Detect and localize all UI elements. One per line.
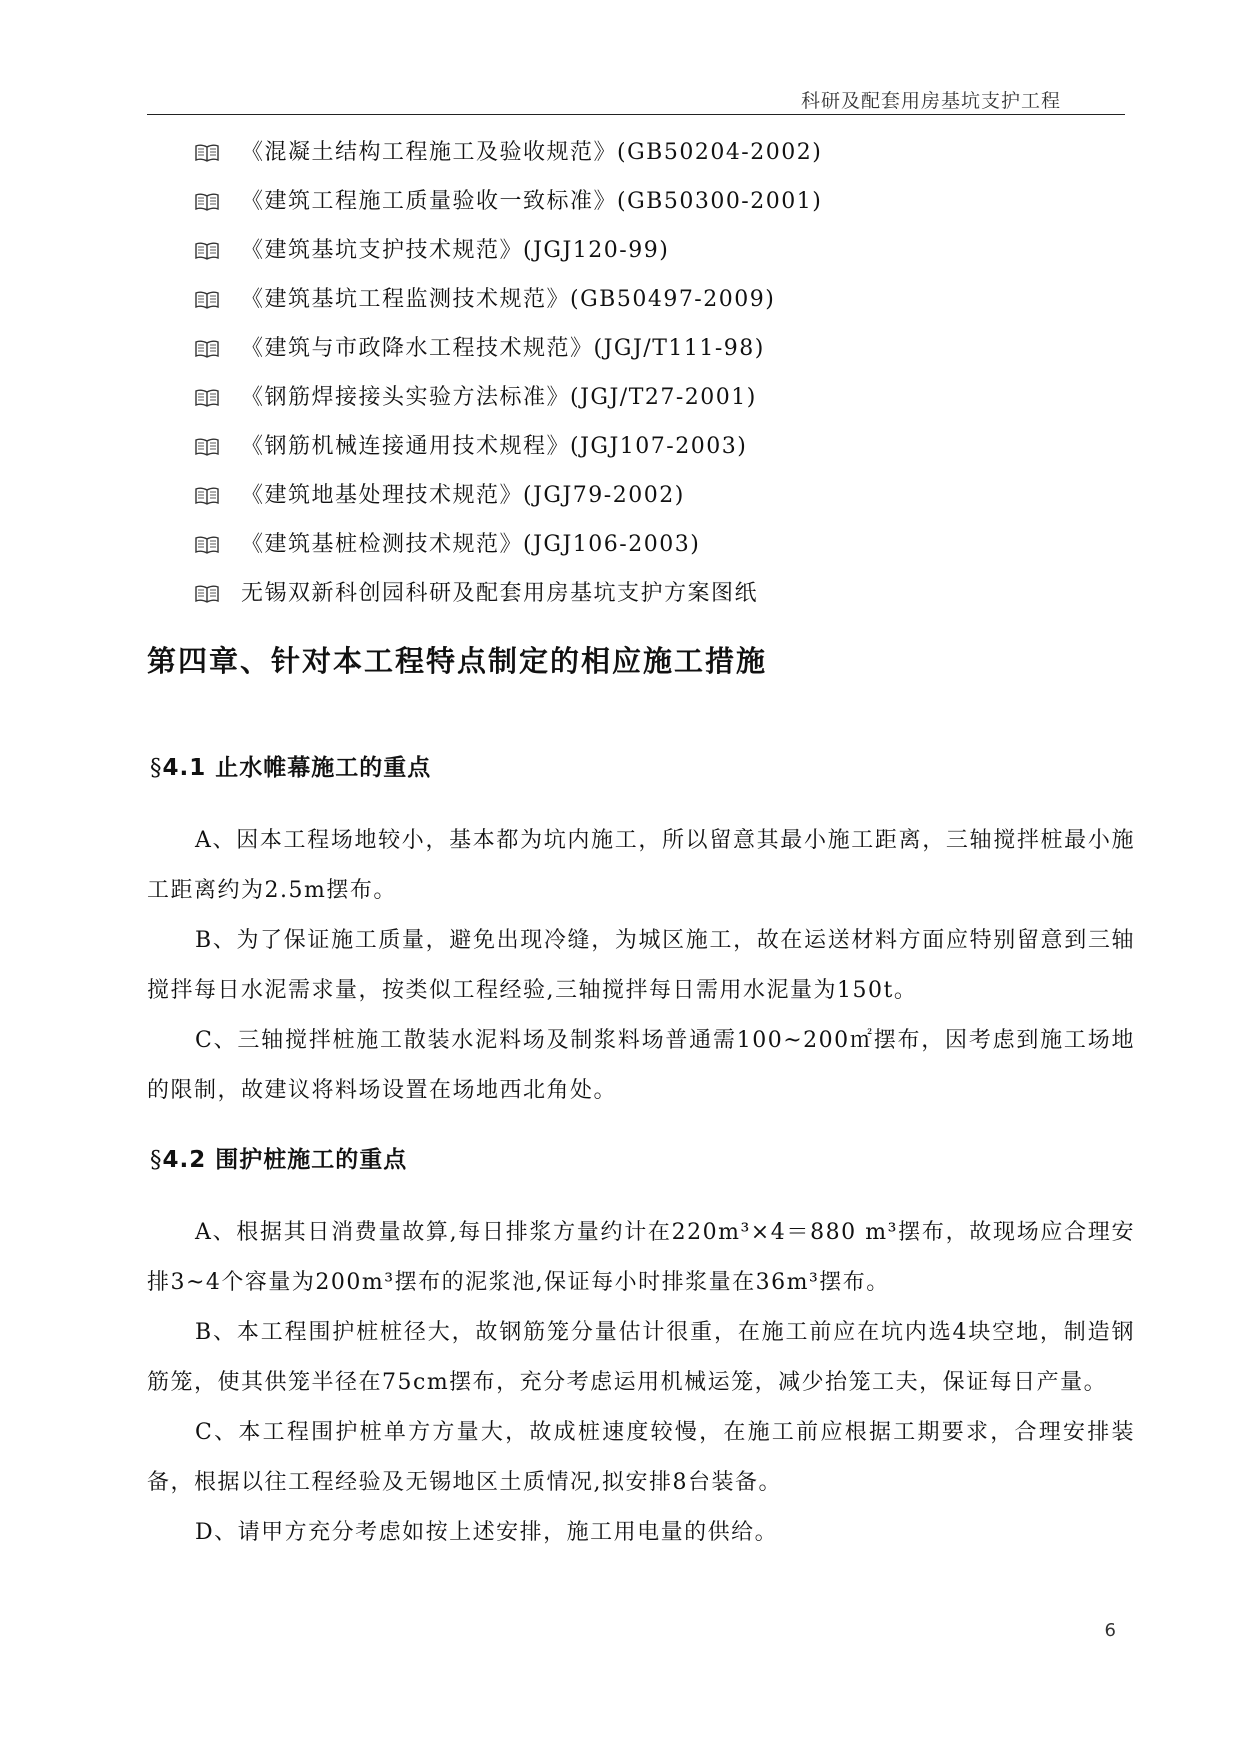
- section-title-text: 4.2 围护桩施工的重点: [162, 1147, 408, 1173]
- reference-item: [195, 128, 1115, 177]
- reference-item: [195, 324, 1115, 373]
- reference-item: [195, 569, 1115, 618]
- reference-text: 《建筑基坑支护技术规范》(JGJ120-99): [241, 238, 670, 263]
- open-book-icon: [195, 388, 219, 408]
- running-header: 科研及配套用房基坑支护工程: [800, 90, 1061, 112]
- open-book-icon: [195, 535, 219, 555]
- reference-text: 《钢筋焊接接头实验方法标准》(JGJ/T27-2001): [241, 385, 757, 410]
- open-book-icon: [195, 584, 219, 604]
- reference-list: [195, 128, 1115, 618]
- reference-item: [195, 520, 1115, 569]
- reference-text: 《建筑与市政降水工程技术规范》(JGJ/T111-98): [241, 336, 765, 361]
- chapter-title: 第四章、针对本工程特点制定的相应施工措施: [147, 644, 768, 678]
- reference-item: [195, 275, 1115, 324]
- body-paragraph: C、三轴搅拌桩施工散装水泥料场及制浆料场普通需100~200㎡摆布，因考虑到施工场地的限制，故建议将料场设置在场地西北角处。: [147, 1028, 1135, 1103]
- section-heading: [150, 1144, 407, 1176]
- reference-item: [195, 471, 1115, 520]
- open-book-icon: [195, 143, 219, 163]
- section-symbol: §: [150, 755, 163, 781]
- reference-item: [195, 373, 1115, 422]
- reference-item: [195, 177, 1115, 226]
- open-book-icon: [195, 486, 219, 506]
- body-paragraph: B、本工程围护桩桩径大，故钢筋笼分量估计很重，在施工前应在坑内选4块空地，制造钢筋笼，使其供笼半径在75cm摆布，充分考虑运用机械运笼，减少抬笼工夫，保证每日产量。: [147, 1320, 1135, 1395]
- body-paragraph: A、因本工程场地较小，基本都为坑内施工，所以留意其最小施工距离，三轴搅拌桩最小施工距离约为2.5m摆布。: [147, 828, 1135, 903]
- page-number: 6: [1104, 1620, 1116, 1641]
- header-rule: [147, 114, 1125, 115]
- open-book-icon: [195, 437, 219, 457]
- open-book-icon: [195, 290, 219, 310]
- reference-item: [195, 226, 1115, 275]
- reference-text: 《钢筋机械连接通用技术规程》(JGJ107-2003): [241, 434, 748, 459]
- reference-text: 无锡双新科创园科研及配套用房基坑支护方案图纸: [241, 581, 759, 606]
- open-book-icon: [195, 241, 219, 261]
- section-heading: [150, 752, 431, 784]
- section-title-text: 4.1 止水帷幕施工的重点: [162, 755, 432, 781]
- reference-item: [195, 422, 1115, 471]
- section-symbol: §: [150, 1147, 163, 1173]
- reference-text: 《建筑地基处理技术规范》(JGJ79-2002): [241, 483, 685, 508]
- reference-text: 《混凝土结构工程施工及验收规范》(GB50204-2002): [241, 140, 823, 165]
- reference-text: 《建筑工程施工质量验收一致标准》(GB50300-2001): [241, 189, 823, 214]
- reference-text: 《建筑基坑工程监测技术规范》(GB50497-2009): [241, 287, 776, 312]
- reference-text: 《建筑基桩检测技术规范》(JGJ106-2003): [241, 532, 701, 557]
- body-paragraph: D、请甲方充分考虑如按上述安排，施工用电量的供给。: [195, 1520, 779, 1545]
- body-paragraph: A、根据其日消费量故算,每日排浆方量约计在220m³×4＝880 m³摆布，故现场应合理安排3~4个容量为200m³摆布的泥浆池,保证每小时排浆量在36m³摆布。: [147, 1220, 1135, 1295]
- body-paragraph: C、本工程围护桩单方方量大，故成桩速度较慢，在施工前应根据工期要求，合理安排装备，根据以往工程经验及无锡地区土质情况,拟安排8台装备。: [147, 1420, 1135, 1495]
- body-paragraph: B、为了保证施工质量，避免出现冷缝，为城区施工，故在运送材料方面应特别留意到三轴搅拌每日水泥需求量，按类似工程经验,三轴搅拌每日需用水泥量为150t。: [147, 928, 1135, 1003]
- open-book-icon: [195, 192, 219, 212]
- open-book-icon: [195, 339, 219, 359]
